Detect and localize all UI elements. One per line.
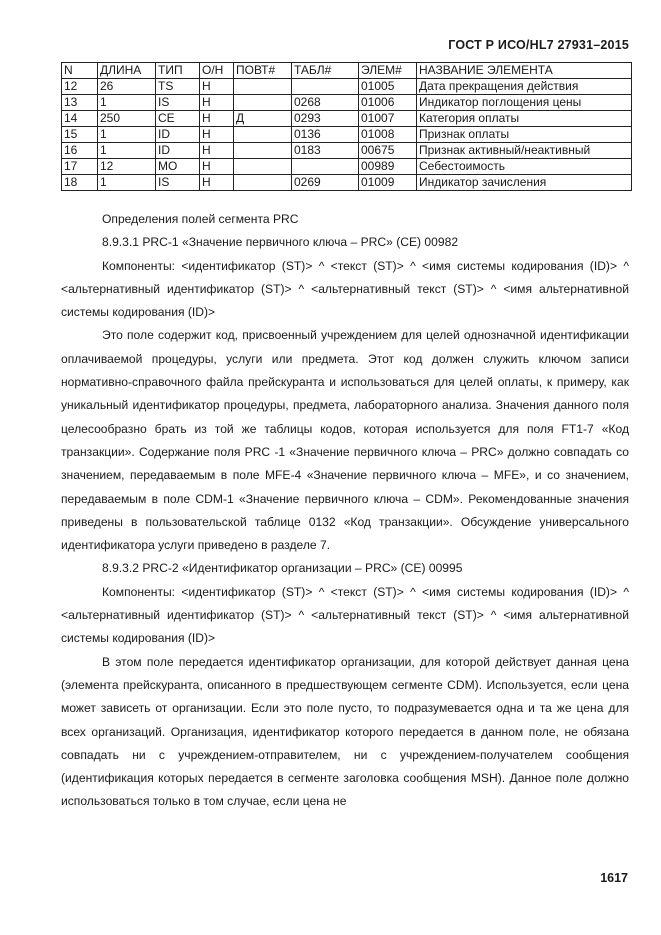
cell-optional: Н bbox=[200, 143, 234, 159]
cell-length: 26 bbox=[98, 79, 156, 95]
col-header-repeat: ПОВТ# bbox=[234, 63, 292, 79]
cell-length: 12 bbox=[98, 159, 156, 175]
cell-repeat bbox=[234, 175, 292, 191]
cell-table bbox=[292, 79, 359, 95]
col-header-optional: О/Н bbox=[200, 63, 234, 79]
table-header-row bbox=[62, 63, 632, 79]
cell-repeat bbox=[234, 95, 292, 111]
cell-repeat: Д bbox=[234, 111, 292, 127]
cell-optional: Н bbox=[200, 127, 234, 143]
table-row bbox=[62, 127, 632, 143]
col-header-length: ДЛИНА bbox=[98, 63, 156, 79]
components-paragraph: Компоненты: <идентификатор (ST)> ^ <текст (ST)> ^ <имя системы кодирования (ID)> ^ <альтернативный идентификатор (ST)> ^ <альтернативный текст (ST)> ^ <имя альтернативной системы кодирования (ID)> bbox=[61, 584, 629, 646]
cell-type: ID bbox=[156, 127, 200, 143]
cell-element: 01007 bbox=[359, 111, 417, 127]
cell-repeat bbox=[234, 143, 292, 159]
cell-element-name: Признак активный/неактивный bbox=[417, 143, 632, 159]
col-header-n: N bbox=[62, 63, 98, 79]
cell-type: IS bbox=[156, 95, 200, 111]
section-heading: Определения полей сегмента PRC bbox=[102, 212, 299, 226]
cell-element-name: Признак оплаты bbox=[417, 127, 632, 143]
cell-element-name: Дата прекращения действия bbox=[417, 79, 632, 95]
cell-n: 16 bbox=[62, 143, 98, 159]
cell-table: 0136 bbox=[292, 127, 359, 143]
cell-element: 00675 bbox=[359, 143, 417, 159]
cell-table bbox=[292, 159, 359, 175]
table-row bbox=[62, 159, 632, 175]
col-header-table: ТАБЛ# bbox=[292, 63, 359, 79]
cell-type: ID bbox=[156, 143, 200, 159]
segment-fields-table bbox=[61, 62, 632, 191]
col-header-element: ЭЛЕМ# bbox=[359, 63, 417, 79]
cell-type: CE bbox=[156, 111, 200, 127]
cell-length: 1 bbox=[98, 175, 156, 191]
cell-length: 250 bbox=[98, 111, 156, 127]
cell-optional: Н bbox=[200, 95, 234, 111]
field-heading-prc2: 8.9.3.2 PRC-2 «Идентификатор организации – PRC» (CE) 00995 bbox=[102, 561, 463, 576]
cell-type: TS bbox=[156, 79, 200, 95]
cell-element: 00989 bbox=[359, 159, 417, 175]
cell-optional: Н bbox=[200, 111, 234, 127]
cell-n: 17 bbox=[62, 159, 98, 175]
body-paragraph: Это поле содержит код, присвоенный учреждением для целей однозначной идентификации оплачиваемой процедуры, услуги или предмета. Этот код должен служить ключом записи нормативно-справочного файла прейскуранта и использоваться для целей оплаты, к примеру, как уникальный идентификатор процедуры, предмета, лабораторного анализа. Значения данного поля целесообразно брать из той же таблицы кодов, которая используется для поля FT1-7 «Код транзакции». Содержание поля PRC -1 «Значение первичного ключа – PRC» должно совпадать со значением, передаваемым в поле MFE-4 «Значение первичного ключа – MFE», и со значением, передаваемым в поле CDM-1 «Значение первичного ключа – CDM». Рекомендованные значения приведены в пользовательской таблице 0132 «Код транзакции». Обсуждение универсального идентификатора услуги приведено в разделе 7. bbox=[61, 328, 629, 553]
col-header-element-name: НАЗВАНИЕ ЭЛЕМЕНТА bbox=[417, 63, 632, 79]
cell-repeat bbox=[234, 159, 292, 175]
cell-optional: Н bbox=[200, 79, 234, 95]
cell-length: 1 bbox=[98, 95, 156, 111]
cell-n: 15 bbox=[62, 127, 98, 143]
cell-type: MO bbox=[156, 159, 200, 175]
components-paragraph: Компоненты: <идентификатор (ST)> ^ <текст (ST)> ^ <имя системы кодирования (ID)> ^ <альтернативный идентификатор (ST)> ^ <альтернативный текст (ST)> ^ <имя альтернативной системы кодирования (ID)> bbox=[61, 258, 629, 320]
cell-n: 18 bbox=[62, 175, 98, 191]
cell-n: 13 bbox=[62, 95, 98, 111]
cell-type: IS bbox=[156, 175, 200, 191]
cell-length: 1 bbox=[98, 127, 156, 143]
table-row bbox=[62, 175, 632, 191]
document-body bbox=[61, 208, 629, 814]
cell-element: 01005 bbox=[359, 79, 417, 95]
cell-table: 0269 bbox=[292, 175, 359, 191]
table-row bbox=[62, 79, 632, 95]
cell-n: 12 bbox=[62, 79, 98, 95]
cell-element-name: Индикатор поглощения цены bbox=[417, 95, 632, 111]
cell-table: 0293 bbox=[292, 111, 359, 127]
cell-element: 01008 bbox=[359, 127, 417, 143]
cell-element-name: Индикатор зачисления bbox=[417, 175, 632, 191]
cell-table: 0183 bbox=[292, 143, 359, 159]
cell-n: 14 bbox=[62, 111, 98, 127]
cell-optional: Н bbox=[200, 175, 234, 191]
table-row bbox=[62, 111, 632, 127]
cell-element-name: Категория оплаты bbox=[417, 111, 632, 127]
body-paragraph: В этом поле передается идентификатор организации, для которой действует данная цена (элемента прейскуранта, описанного в предшествующем сегменте CDM). Используется, если цена может зависеть от организации. Если это поле пусто, то подразумевается одна и та же цена для всех организаций. Организация, идентификатор которого передается в данном поле, не обязана совпадать ни с учреждением-отправителем, ни с учреждением-получателем сообщения (идентификация которых передается в сегменте заголовка сообщения MSH). Данное поле должно использоваться только в том случае, если цена не bbox=[61, 654, 629, 809]
cell-element: 01009 bbox=[359, 175, 417, 191]
page-number: 1617 bbox=[600, 871, 628, 885]
cell-repeat bbox=[234, 127, 292, 143]
cell-optional: Н bbox=[200, 159, 234, 175]
field-heading-prc1: 8.9.3.1 PRC-1 «Значение первичного ключа – PRC» (CE) 00982 bbox=[102, 235, 459, 250]
cell-table: 0268 bbox=[292, 95, 359, 111]
cell-repeat bbox=[234, 79, 292, 95]
table-row bbox=[62, 95, 632, 111]
cell-element-name: Себестоимость bbox=[417, 159, 632, 175]
document-header: ГОСТ Р ИСО/HL7 27931–2015 bbox=[448, 38, 629, 52]
cell-length: 1 bbox=[98, 143, 156, 159]
cell-element: 01006 bbox=[359, 95, 417, 111]
col-header-type: ТИП bbox=[156, 63, 200, 79]
table-row bbox=[62, 143, 632, 159]
